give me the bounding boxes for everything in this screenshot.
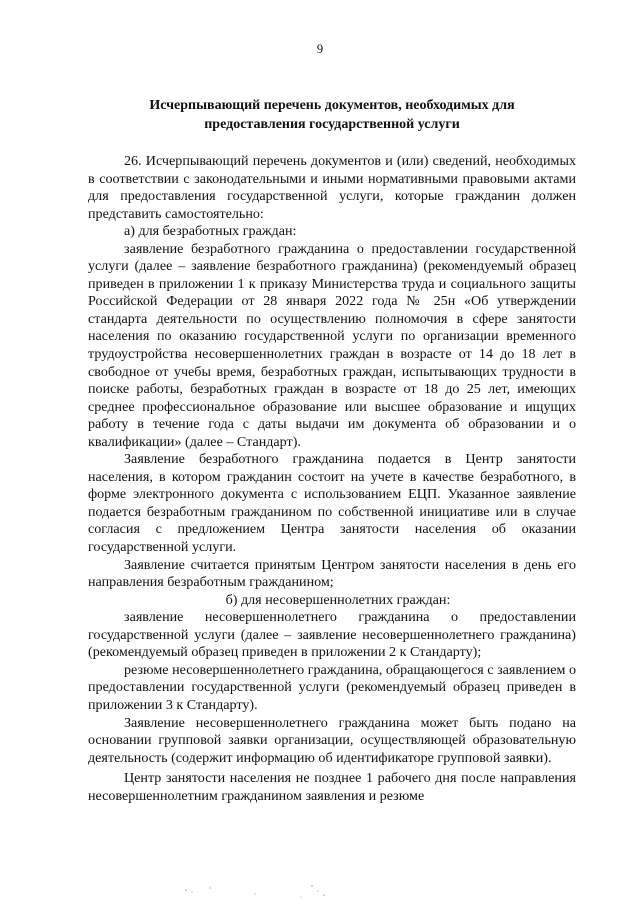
- paragraph: заявление безработного гражданина о предоставлении государственной услуги (далее – заявление безработного гражданина) (рекомендуемый образец приведен в приложении 1 к приказу Министерства труда и социального защиты Российской Федерации от 28 января 2022 года № 25н «Об утверждении стандарта деятельности по осуществлению полномочия в сфере занятости населения по оказанию государственной услуги по организации временного трудоустройства несовершеннолетних граждан в возрасте от 14 до 18 лет в свободное от учебы время, безработных граждан, испытывающих трудности в поиске работы, безработных граждан в возрасте от 18 до 25 лет, имеющих среднее профессиональное образование или высшее образование и ищущих работу в течение года с даты выдачи им документа об образовании и о квалификации» (далее – Стандарт).: [88, 240, 576, 450]
- paragraph: Заявление несовершеннолетнего гражданина может быть подано на основании групповой заявки организации, осуществляющей образовательную деятельность (содержит информацию об идентификаторе групповой заявки).: [88, 714, 576, 766]
- scan-noise: [0, 872, 640, 902]
- paragraph-subitem-b: б) для несовершеннолетних граждан:: [225, 591, 451, 608]
- paragraph: резюме несовершеннолетнего гражданина, обращающегося с заявлением о предоставлении государственной услуги (рекомендуемый образец приведен в приложении 3 к Стандарту).: [88, 661, 576, 713]
- section-heading-line: предоставления государственной услуги: [204, 117, 460, 132]
- paragraph-subitem-a: а) для безработных граждан:: [124, 223, 297, 240]
- section-heading: [88, 96, 576, 134]
- paragraph: Заявление считается принятым Центром занятости населения в день его направления безработным гражданином;: [88, 556, 576, 591]
- page-number: 9: [316, 42, 324, 56]
- paragraph: заявление несовершеннолетнего гражданина о предоставлении государственной услуги (далее – заявление несовершеннолетнего гражданина) (рекомендуемый образец приведен в приложении 2 к Стандарту);: [88, 609, 576, 661]
- paragraph: Центр занятости населения не позднее 1 рабочего дня после направления несовершеннолетним гражданином заявления и резюме: [88, 770, 576, 804]
- paragraph-item-26: 26. Исчерпывающий перечень документов и (или) сведений, необходимых в соответствии с законодательными и иными нормативными правовыми актами для предоставления государственной услуги, которые гражданин должен представить самостоятельно:: [88, 153, 576, 222]
- document-body: [88, 153, 576, 805]
- section-heading-line: Исчерпывающий перечень документов, необходимых для: [149, 98, 515, 113]
- paragraph: Заявление безработного гражданина подается в Центр занятости населения, в котором гражданин состоит на учете в качестве безработного, в форме электронного документа с использованием ЕЦП. Указанное заявление подается безработным гражданином по собственной инициативе или в случае согласия с предложением Центра занятости населения об оказании государственной услуги.: [88, 451, 576, 556]
